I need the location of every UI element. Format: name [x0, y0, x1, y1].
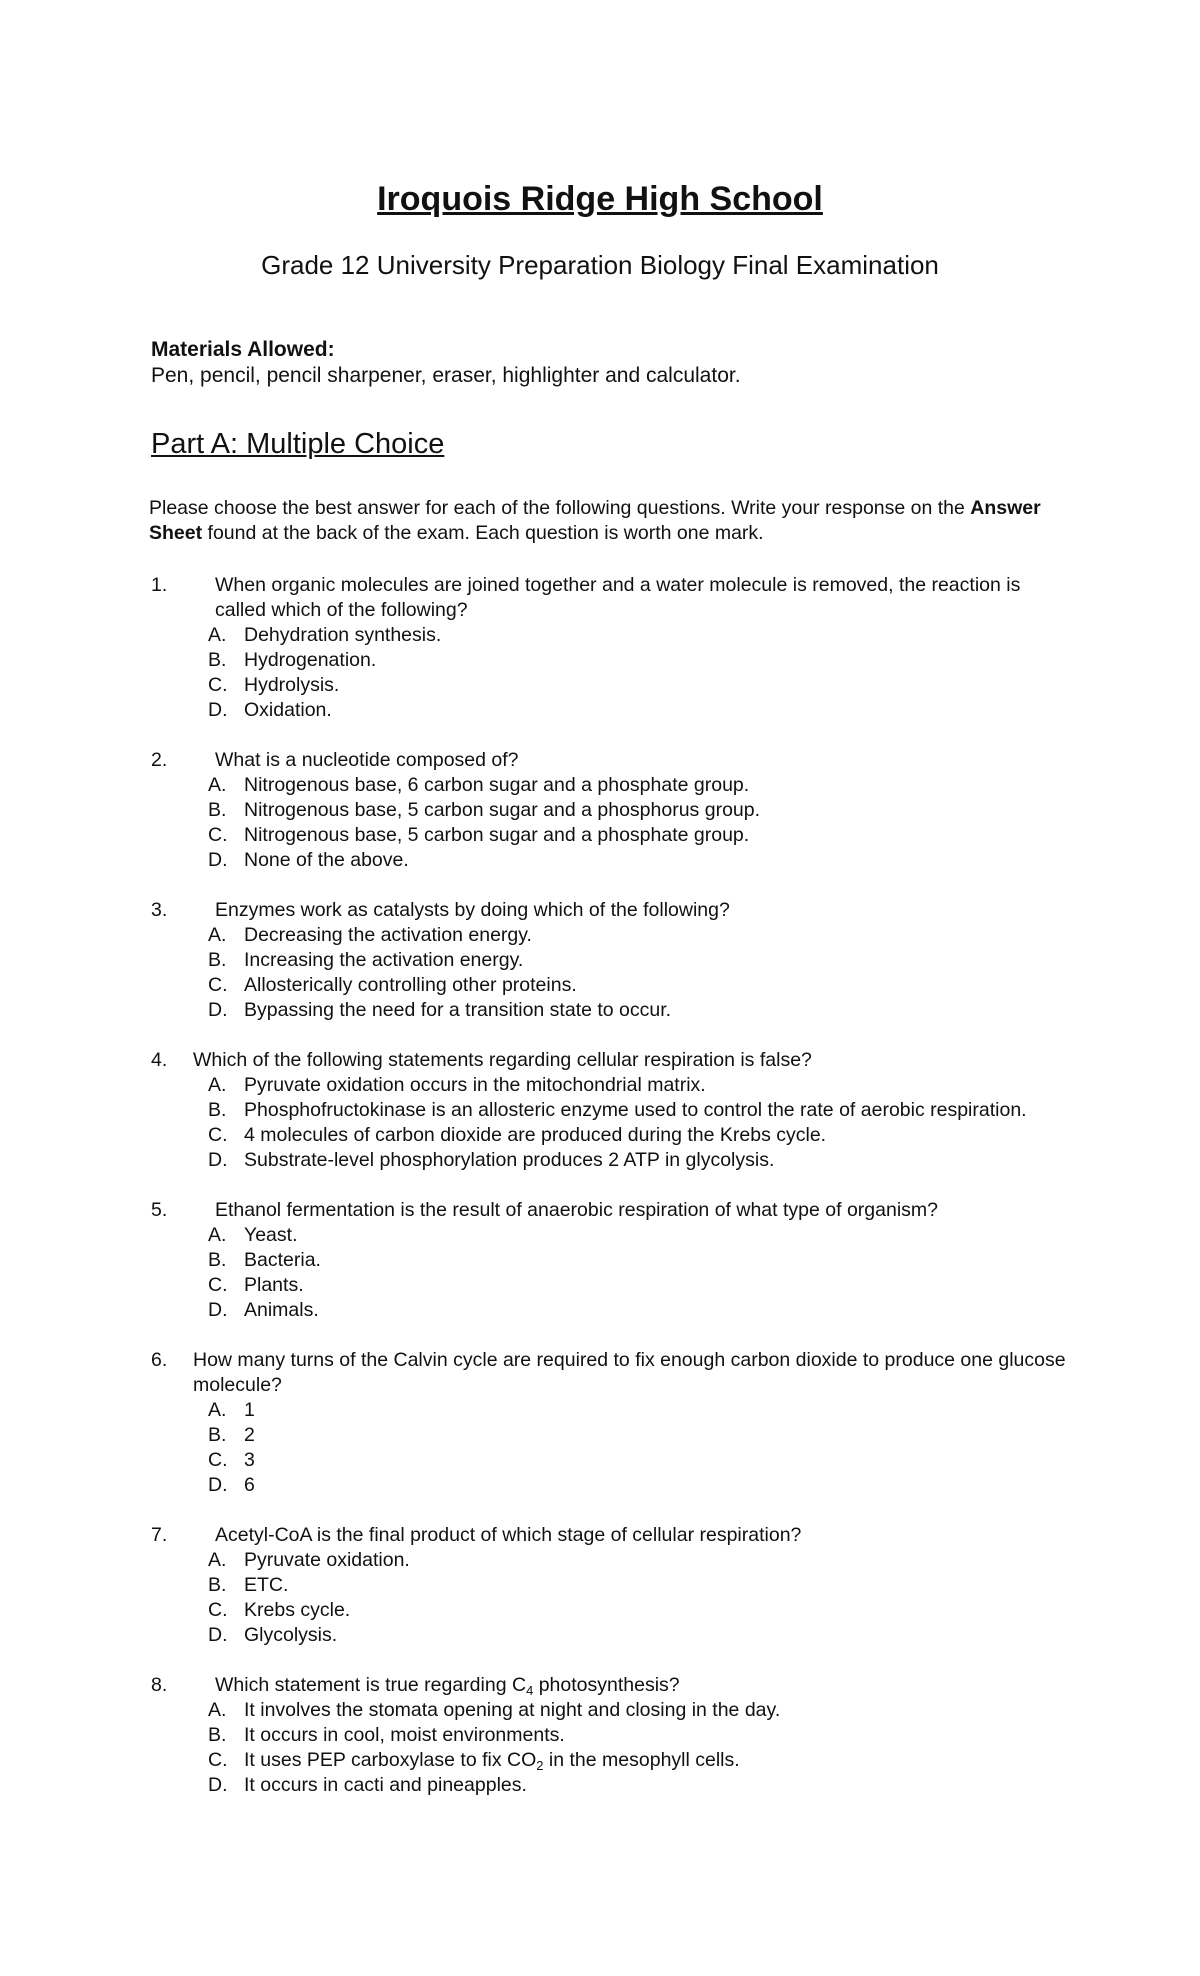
question-2 [0, 748, 1200, 873]
option-text: Hydrogenation. [244, 649, 377, 671]
option-text: Nitrogenous base, 6 carbon sugar and a phosphate group. [244, 774, 750, 796]
option-b [0, 648, 1200, 673]
option-letter: D. [208, 999, 228, 1021]
option-d [0, 998, 1200, 1023]
option-letter: A. [208, 624, 227, 646]
option-a [0, 773, 1200, 798]
option-text: Hydrolysis. [244, 674, 340, 696]
option-letter: C. [208, 1749, 228, 1771]
option-text: Plants. [244, 1274, 304, 1296]
question-1 [0, 573, 1200, 723]
option-text: None of the above. [244, 849, 409, 871]
option-a [0, 923, 1200, 948]
question-text: When organic molecules are joined together and a water molecule is removed, the reaction is called which of the following? [215, 574, 1021, 621]
option-text: Bacteria. [244, 1249, 321, 1271]
option-text: 3 [244, 1449, 255, 1471]
option-letter: A. [208, 924, 227, 946]
question-3 [0, 898, 1200, 1023]
instructions-text: Please choose the best answer for each of the following questions. Write your response on the [149, 497, 971, 519]
option-letter: A. [208, 1549, 227, 1571]
question-number: 6. [151, 1349, 168, 1371]
option-text: Nitrogenous base, 5 carbon sugar and a phosphate group. [244, 824, 750, 846]
option-letter: A. [208, 1224, 227, 1246]
option-letter: A. [208, 1699, 227, 1721]
option-c [0, 1748, 1200, 1773]
option-b [0, 798, 1200, 823]
option-letter: B. [208, 799, 227, 821]
part-a-heading: Part A: Multiple Choice [151, 428, 445, 460]
option-letter: C. [208, 974, 228, 996]
option-letter: C. [208, 824, 228, 846]
option-letter: C. [208, 674, 228, 696]
option-b [0, 1423, 1200, 1448]
option-d [0, 1298, 1200, 1323]
question-8 [0, 1673, 1200, 1798]
question-text-part: Which statement is true regarding C [215, 1674, 527, 1696]
option-b [0, 1723, 1200, 1748]
option-text: It occurs in cacti and pineapples. [244, 1774, 527, 1796]
option-c [0, 1123, 1200, 1148]
question-5 [0, 1198, 1200, 1323]
question-text: How many turns of the Calvin cycle are required to fix enough carbon dioxide to produce one glucose molecule? [193, 1349, 1066, 1396]
option-letter: D. [208, 699, 228, 721]
option-b [0, 1098, 1200, 1123]
option-text: It occurs in cool, moist environments. [244, 1724, 565, 1746]
option-letter: B. [208, 1424, 227, 1446]
option-b [0, 1248, 1200, 1273]
answer-sheet-emphasis: Answer Sheet [149, 497, 1041, 544]
question-number: 3. [151, 899, 168, 921]
school-title: Iroquois Ridge High School [377, 180, 823, 218]
subscript: 4 [526, 1683, 534, 1698]
option-letter: D. [208, 1299, 228, 1321]
option-letter: D. [208, 1149, 228, 1171]
option-text: Bypassing the need for a transition state to occur. [244, 999, 672, 1021]
option-a [0, 623, 1200, 648]
option-a [0, 1073, 1200, 1098]
question-4 [0, 1048, 1200, 1173]
question-text: Which of the following statements regarding cellular respiration is false? [193, 1049, 812, 1071]
question-6 [0, 1348, 1200, 1498]
option-letter: D. [208, 1774, 228, 1796]
option-text: 4 molecules of carbon dioxide are produced during the Krebs cycle. [244, 1124, 827, 1146]
option-letter: B. [208, 1099, 227, 1121]
question-text-part: photosynthesis? [533, 1674, 680, 1696]
option-text: Substrate-level phosphorylation produces 2 ATP in glycolysis. [244, 1149, 775, 1171]
instructions-text-end: found at the back of the exam. Each question is worth one mark. [202, 522, 764, 544]
option-d [0, 1623, 1200, 1648]
option-text: in the mesophyll cells. [543, 1749, 740, 1771]
option-text: 2 [244, 1424, 255, 1446]
option-letter: B. [208, 1249, 227, 1271]
option-letter: B. [208, 949, 227, 971]
option-text: Nitrogenous base, 5 carbon sugar and a phosphorus group. [244, 799, 761, 821]
question-number: 7. [151, 1524, 168, 1546]
question-number: 5. [151, 1199, 168, 1221]
option-text: 6 [244, 1474, 255, 1496]
subscript: 2 [536, 1758, 544, 1773]
option-d [0, 1148, 1200, 1173]
option-letter: A. [208, 774, 227, 796]
question-number: 2. [151, 749, 168, 771]
option-b [0, 1573, 1200, 1598]
option-letter: C. [208, 1449, 228, 1471]
option-text: Dehydration synthesis. [244, 624, 442, 646]
option-text: Decreasing the activation energy. [244, 924, 532, 946]
question-list [0, 573, 1200, 1823]
option-d [0, 848, 1200, 873]
option-letter: A. [208, 1399, 227, 1421]
option-b [0, 948, 1200, 973]
question-text: Ethanol fermentation is the result of anaerobic respiration of what type of organism? [215, 1199, 938, 1221]
option-c [0, 973, 1200, 998]
question-text: What is a nucleotide composed of? [215, 749, 519, 771]
question-text: Acetyl-CoA is the final product of which stage of cellular respiration? [215, 1524, 802, 1546]
option-text: Increasing the activation energy. [244, 949, 524, 971]
question-number: 1. [151, 574, 168, 596]
option-letter: D. [208, 1474, 228, 1496]
option-text: Pyruvate oxidation occurs in the mitochondrial matrix. [244, 1074, 706, 1096]
option-d [0, 1773, 1200, 1798]
option-text: Animals. [244, 1299, 319, 1321]
option-text: Yeast. [244, 1224, 298, 1246]
option-c [0, 673, 1200, 698]
option-d [0, 698, 1200, 723]
option-letter: B. [208, 1724, 227, 1746]
option-text: 1 [244, 1399, 255, 1421]
option-a [0, 1398, 1200, 1423]
option-text: It involves the stomata opening at night and closing in the day. [244, 1699, 781, 1721]
option-c [0, 1448, 1200, 1473]
option-c [0, 1273, 1200, 1298]
option-a [0, 1223, 1200, 1248]
option-letter: C. [208, 1599, 228, 1621]
option-a [0, 1698, 1200, 1723]
option-text: Allosterically controlling other proteins. [244, 974, 577, 996]
part-a-instructions [149, 496, 1069, 546]
option-c [0, 823, 1200, 848]
option-c [0, 1598, 1200, 1623]
option-d [0, 1473, 1200, 1498]
option-letter: C. [208, 1124, 228, 1146]
question-text [0, 1673, 1200, 1698]
exam-subtitle: Grade 12 University Preparation Biology Final Examination [261, 250, 939, 280]
option-letter: B. [208, 1574, 227, 1596]
materials-heading: Materials Allowed: [151, 338, 335, 361]
option-letter: C. [208, 1274, 228, 1296]
option-text: Phosphofructokinase is an allosteric enzyme used to control the rate of aerobic respiration. [244, 1099, 1027, 1121]
question-text: Enzymes work as catalysts by doing which of the following? [215, 899, 730, 921]
option-letter: B. [208, 649, 227, 671]
question-number: 4. [151, 1049, 168, 1071]
question-number: 8. [151, 1674, 168, 1696]
option-text: It uses PEP carboxylase to fix CO [244, 1749, 537, 1771]
option-text: Pyruvate oxidation. [244, 1549, 410, 1571]
option-text: Glycolysis. [244, 1624, 338, 1646]
option-letter: D. [208, 849, 228, 871]
option-text: ETC. [244, 1574, 289, 1596]
option-text: Krebs cycle. [244, 1599, 351, 1621]
option-letter: A. [208, 1074, 227, 1096]
materials-text: Pen, pencil, pencil sharpener, eraser, highlighter and calculator. [151, 364, 741, 387]
option-text: Oxidation. [244, 699, 332, 721]
option-a [0, 1548, 1200, 1573]
question-7 [0, 1523, 1200, 1648]
option-letter: D. [208, 1624, 228, 1646]
